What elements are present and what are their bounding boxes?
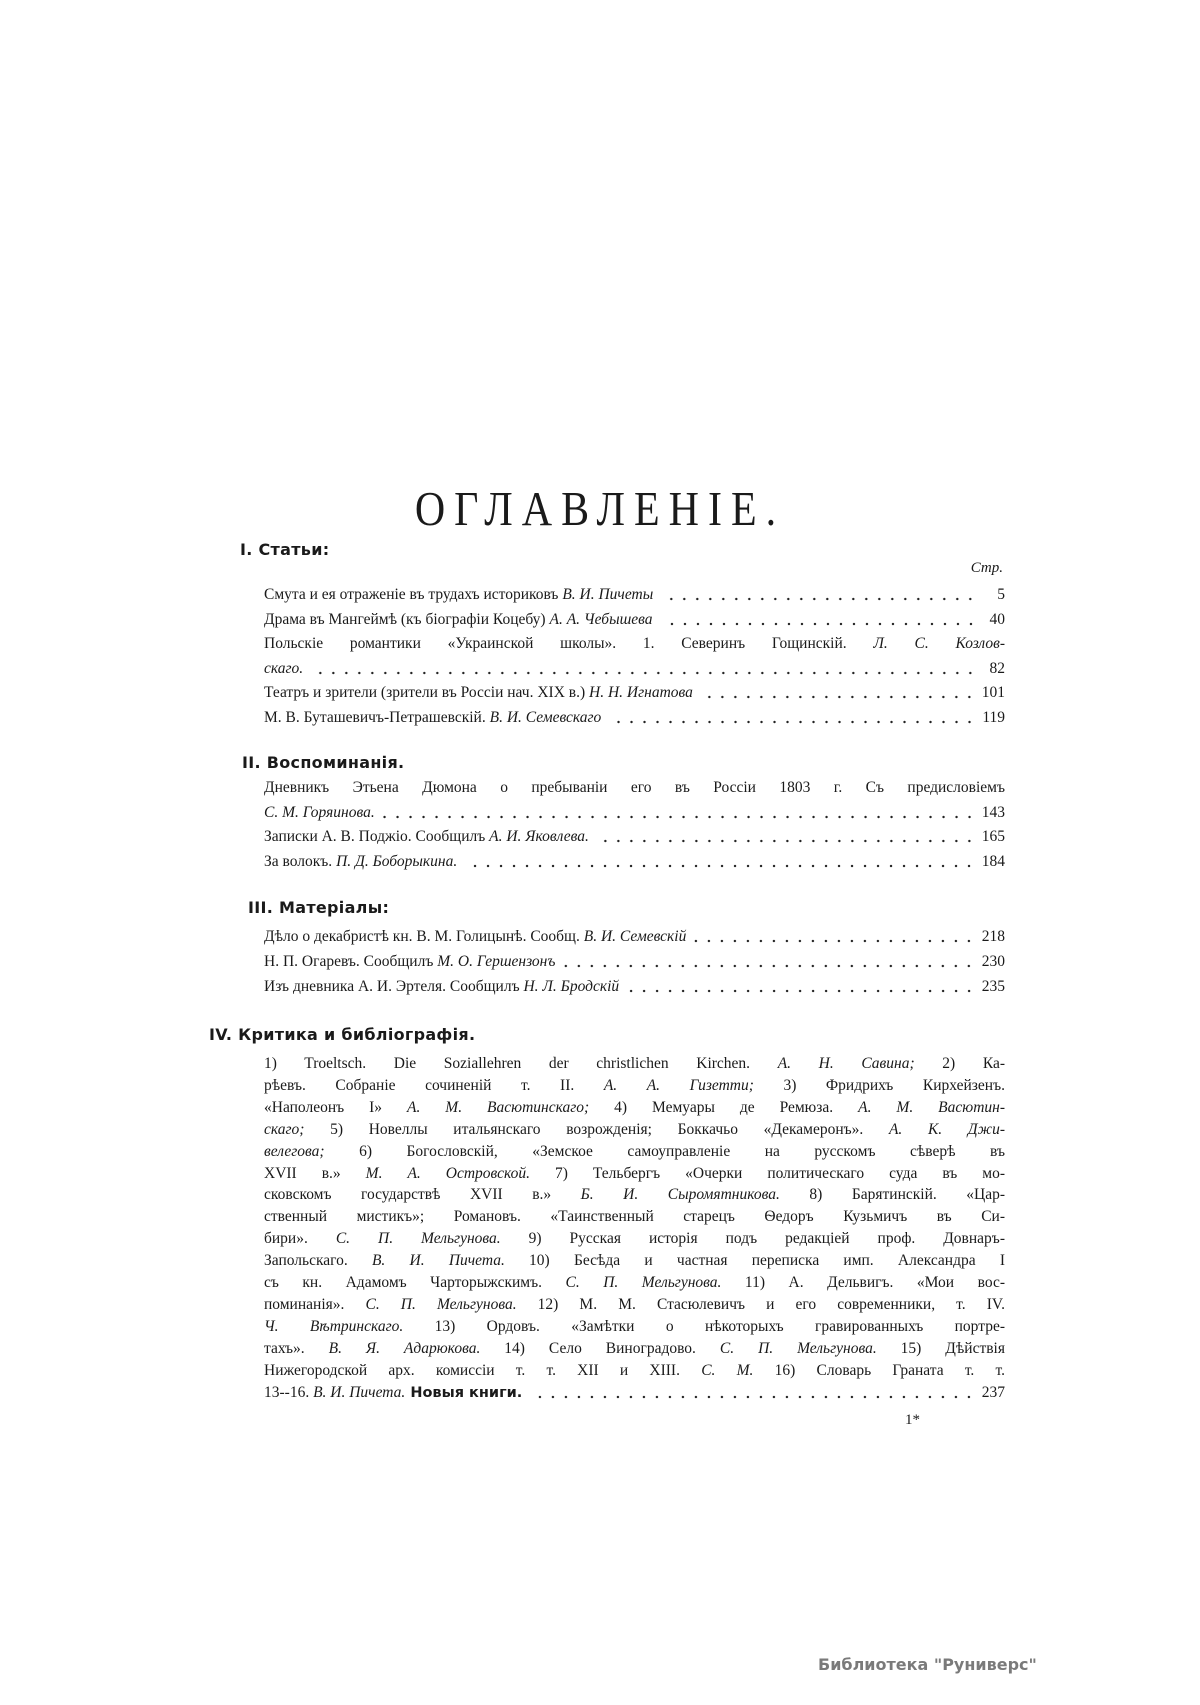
author-name: М. О. Гершензонъ [437, 953, 556, 970]
dot-leader [627, 989, 976, 993]
author-name: скаго. [264, 659, 304, 677]
toc-entry-line [264, 707, 1005, 729]
toc-entry-line [264, 1053, 1005, 1075]
author-name: А. А. Чебышева [549, 610, 653, 628]
toc-entry-line [264, 926, 1005, 948]
toc-entry-line [264, 633, 1005, 655]
dot-leader [530, 1395, 975, 1399]
entry-text: Запольскаго. [264, 1252, 372, 1270]
entry-text: Записки А. В. Поджіо. Сообщилъ [264, 828, 490, 845]
entry-text: 1) Troeltsch. Die Soziallehren der christlichen Kirchen. [264, 1055, 778, 1072]
entry-text: 9) Русская исторія подъ редакціей проф. Довнаръ- [500, 1230, 1005, 1248]
toc-entry-line [264, 1250, 1005, 1272]
entry-text: «Наполеонъ I» [264, 1098, 407, 1116]
entry-text: ственный мистикъ»; Романовъ. «Таинственный старецъ Ѳедоръ Кузьмичъ въ Си- [264, 1208, 1005, 1226]
library-watermark: Библиотека "Руниверс" [818, 1655, 1037, 1674]
entry-text: Польскіе романтики «Украинской школы». 1. Северинъ Гощинскій. [264, 635, 874, 652]
entry-text: 11) А. Дельвигъ. «Мои вос- [721, 1274, 1005, 1291]
page-column-label: Стр. [970, 560, 1003, 576]
author-name: А. К. Джи- [888, 1120, 1005, 1138]
dot-leader [661, 597, 977, 601]
toc-entry-line [264, 1360, 1005, 1382]
toc-entry-line [264, 609, 1005, 631]
author-name: Н. Н. Игнатова [589, 684, 693, 701]
entry-text: Театръ и зрители (зрители въ Россіи нач. XIX в.) [264, 684, 589, 701]
page-number: 184 [981, 852, 1005, 870]
entry-text: 5) Новеллы итальянскаго возрожденія; Боккачьо «Декамеронъ». [304, 1120, 889, 1138]
toc-entry-line [264, 1316, 1005, 1338]
entry-text: XVII в.» [264, 1164, 366, 1182]
entry-text: Изъ дневника А. И. Эртеля. Сообщилъ [264, 978, 524, 995]
toc-entry-line [264, 1294, 1005, 1316]
entry-text: 8) Барятинскій. «Цар- [779, 1186, 1005, 1204]
toc-entry-line [264, 851, 1005, 873]
page-number: 235 [981, 978, 1005, 995]
author-name: В. Я. Адарюкова. [328, 1339, 481, 1357]
toc-entry-line [264, 1141, 1005, 1163]
dot-leader [383, 815, 976, 819]
entry-text: съ кн. Адамомъ Чарторыжскимъ. [264, 1274, 566, 1291]
entry-text: сковскомъ государствѣ XVII в.» [264, 1186, 581, 1204]
author-name: В. И. Семевскій [583, 928, 687, 945]
page-number: 218 [981, 928, 1005, 945]
dot-leader [701, 695, 976, 699]
entry-text: Драма въ Мангеймѣ (къ біографіи Коцебу) [264, 610, 550, 628]
folio: 1* [905, 1412, 920, 1428]
toc-entry-line [264, 1272, 1005, 1294]
toc-entry-line [264, 1382, 1005, 1404]
entry-text: Н. П. Огаревъ. Сообщилъ [264, 953, 438, 970]
toc-entry-line [264, 951, 1005, 973]
toc-entry-line [264, 584, 1005, 606]
page-number: 5 [997, 586, 1005, 603]
dot-leader [311, 671, 977, 675]
author-name: А. И. Яковлева. [489, 828, 589, 845]
section-heading: IV. Критика и библіографія. [209, 1025, 476, 1044]
dot-leader [694, 939, 975, 943]
toc-entry-line [264, 777, 1005, 799]
author-name: В. И. Пичета. [313, 1383, 406, 1401]
author-name: велегова; [264, 1142, 325, 1160]
author-name: С. П. Мельгунова. [365, 1295, 517, 1313]
entry-text: Смута и ея отраженіе въ трудахъ историковъ [264, 586, 563, 603]
toc-entry-line [264, 826, 1005, 848]
toc-entry-line [264, 1184, 1005, 1206]
entry-text: 2) Ка- [914, 1055, 1005, 1072]
entry-text: 13--16. [264, 1383, 314, 1401]
entry-text: рѣевъ. Собраніе сочиненій т. II. [264, 1076, 604, 1094]
page-number: 143 [981, 803, 1005, 821]
toc-entry-line [264, 1119, 1005, 1141]
author-name: скаго; [264, 1120, 305, 1138]
author-name: Н. Л. Бродскій [523, 978, 620, 995]
toc-entry-line [264, 658, 1005, 680]
dot-leader [661, 622, 977, 626]
dot-leader [609, 720, 976, 724]
entry-text: 13) Ордовъ. «Замѣтки о нѣкоторыхъ гравированныхъ портре- [403, 1317, 1005, 1335]
entry-text: 16) Словарь Граната т. т. [753, 1361, 1006, 1379]
author-name: А. М. Васютин- [858, 1098, 1005, 1116]
section-heading: II. Воспоминанія. [242, 753, 405, 772]
entry-text: поминанія». [264, 1295, 366, 1313]
entry-text: Нижегородской арх. комиссіи т. т. XII и XIII. [264, 1361, 702, 1379]
author-name: Л. С. Козлов- [873, 635, 1005, 652]
author-name: А. Н. Савина; [777, 1055, 915, 1072]
page-number: 82 [989, 659, 1005, 677]
entry-text: 12) М. М. Стасюлевичъ и его современники, т. IV. [516, 1295, 1005, 1313]
author-name: С. М. Горяинова. [264, 803, 375, 821]
entry-text: тахъ». [264, 1339, 329, 1357]
author-name: С. П. Мельгунова. [719, 1339, 877, 1357]
author-name: М. А. Островской. [365, 1164, 530, 1182]
page-number: 230 [981, 953, 1005, 970]
page-number: 119 [982, 708, 1005, 726]
toc-entry-line [264, 1206, 1005, 1228]
entry-text: 4) Мемуары де Ремюза. [589, 1098, 859, 1116]
author-name: Ч. Вѣтринскаго. [264, 1317, 404, 1335]
entry-text: 14) Село Виноградово. [480, 1339, 720, 1357]
page-number: 165 [981, 828, 1005, 845]
entry-text: 3) Фридрихъ Кирхейзенъ. [753, 1076, 1005, 1094]
page-number: 237 [981, 1383, 1005, 1401]
toc-entry-line [264, 1228, 1005, 1250]
author-name: П. Д. Боборыкина. [336, 852, 458, 870]
toc-entry-line [264, 1338, 1005, 1360]
entry-text: Дневникъ Этьена Дюмона о пребываніи его въ Россіи 1803 г. Съ предисловіемъ [264, 779, 1005, 796]
entry-text: 15) Дѣйствія [876, 1339, 1005, 1357]
page-number: 40 [989, 610, 1005, 628]
entry-text: За волокъ. [264, 852, 337, 870]
author-name: В. И. Пичета. [371, 1252, 505, 1270]
entry-text: Новыя книги. [405, 1384, 523, 1401]
author-name: С. П. Мельгунова. [565, 1274, 722, 1291]
author-name: С. М. [701, 1361, 754, 1379]
page-number: 101 [981, 684, 1005, 701]
entry-text: 10) Бесѣда и частная переписка имп. Александра I [504, 1252, 1005, 1270]
page-title: ОГЛАВЛЕНІЕ. [414, 483, 786, 537]
author-name: В. И. Пичеты [562, 586, 654, 603]
dot-leader [597, 839, 976, 843]
entry-text: 7) Тельбергъ «Очерки политическаго суда въ мо- [530, 1164, 1005, 1182]
entry-text: М. В. Буташевичъ-Петрашевскій. [264, 708, 490, 726]
section-heading: I. Статьи: [240, 540, 330, 559]
author-name: Б. И. Сыромятникова. [580, 1186, 780, 1204]
author-name: С. П. Мельгунова. [335, 1230, 501, 1248]
section-heading: III. Матеріалы: [248, 898, 390, 917]
dot-leader [563, 964, 975, 968]
dot-leader [465, 864, 976, 868]
toc-entry-line [264, 976, 1005, 998]
entry-text: 6) Богословскій, «Земское самоуправленіе на русскомъ сѣверѣ въ [324, 1142, 1005, 1160]
author-name: А. М. Васютинскаго; [406, 1098, 590, 1116]
author-name: А. А. Гизетти; [603, 1076, 754, 1094]
author-name: В. И. Семевскаго [489, 708, 602, 726]
toc-entry-line [264, 682, 1005, 704]
entry-text: Дѣло о декабристѣ кн. В. М. Голицынѣ. Сообщ. [264, 928, 584, 945]
toc-entry-line [264, 802, 1005, 824]
toc-entry-line [264, 1075, 1005, 1097]
toc-entry-line [264, 1163, 1005, 1185]
toc-entry-line [264, 1097, 1005, 1119]
entry-text: бири». [264, 1230, 336, 1248]
